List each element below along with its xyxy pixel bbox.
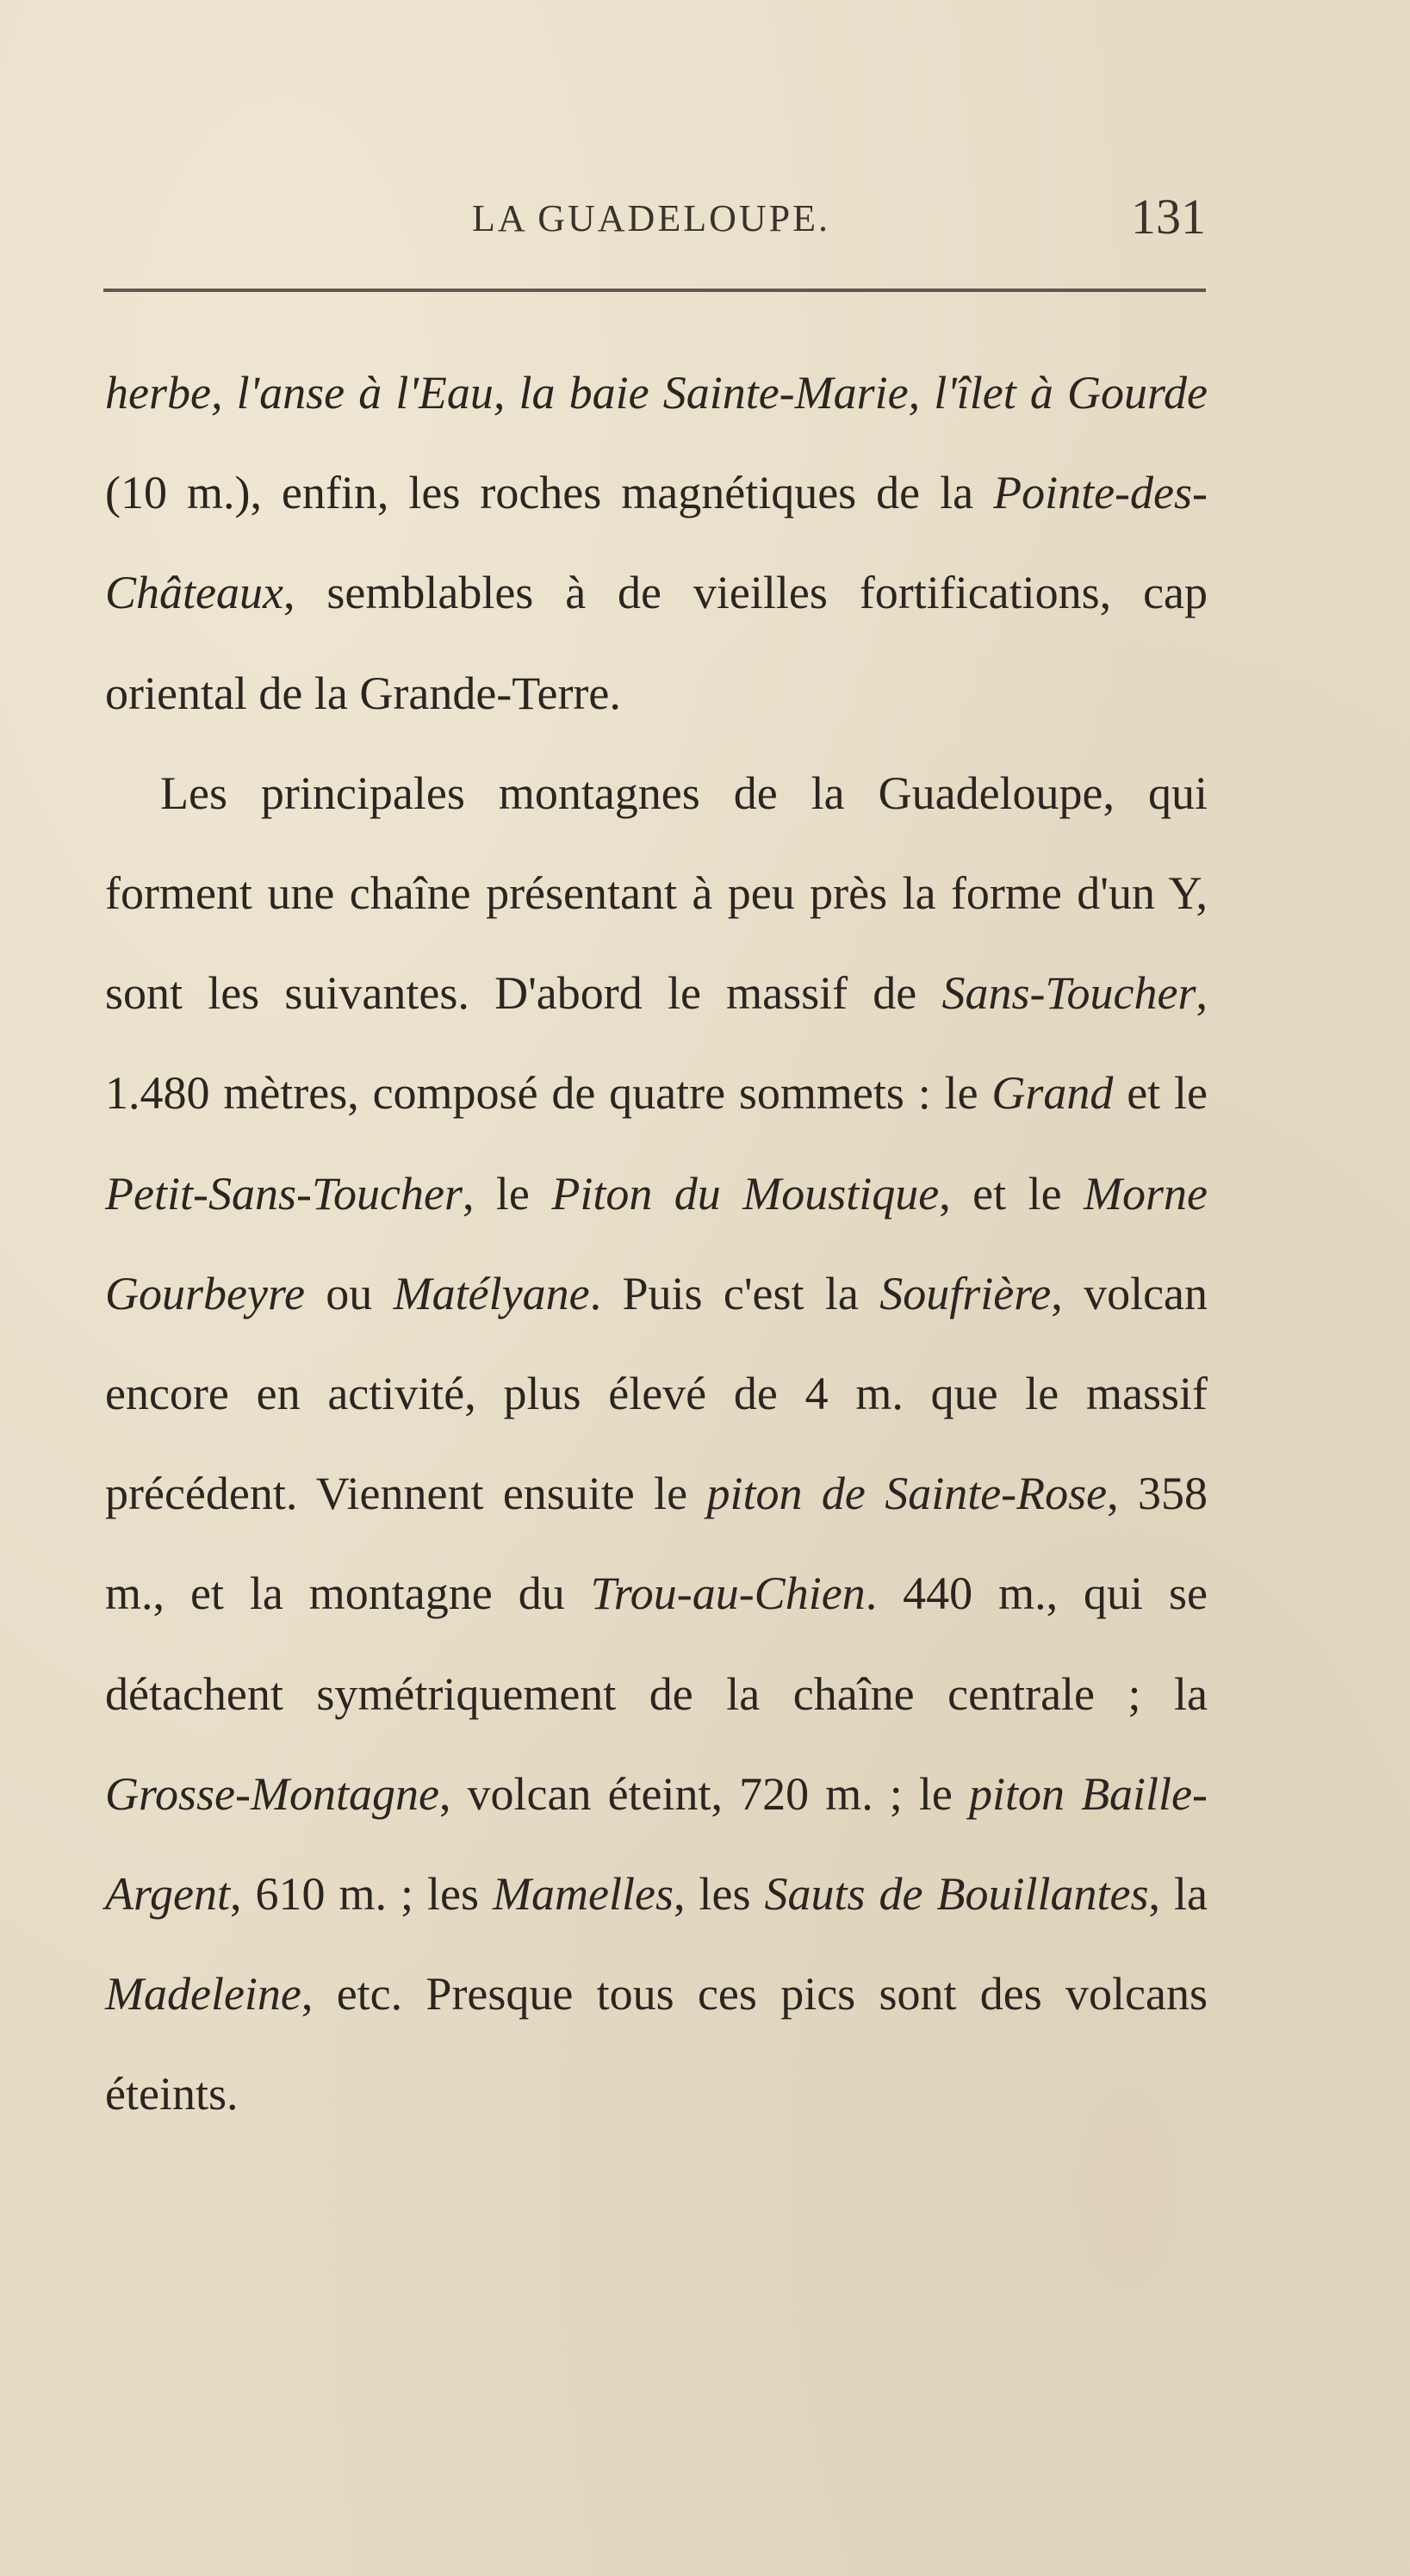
text-segment: Les principales montagnes de la Guadeloupe, qui forment une chaîne présentant à peu près la forme d'un Y, sont les suivantes. D'abord le massif de (105, 767, 1208, 1020)
text-segment: , 610 m. ; les (229, 1868, 494, 1921)
text-segment: , semblables à de vieilles fortifications, cap oriental de la Grande-Terre. (105, 567, 1208, 719)
paragraph-continued (105, 343, 1208, 743)
text-segment: , la (1148, 1868, 1208, 1921)
text-segment: , le (462, 1167, 552, 1220)
text-segment: Morne Gourbeyre (105, 1167, 1208, 1319)
text-segment: et le (1113, 1067, 1208, 1120)
page-number: 131 (1131, 189, 1206, 245)
text-segment: Madeleine (105, 1968, 301, 2020)
text-segment: ou (304, 1267, 394, 1319)
running-head (103, 188, 1206, 248)
text-segment: herbe, l'anse à l'Eau, la baie Sainte-Marie, l'îlet à Gourde (105, 367, 1208, 419)
text-segment: Grosse-Montagne (105, 1767, 439, 1820)
text-segment: , les (673, 1868, 765, 1921)
text-segment: (10 m.), enfin, les roches magnétiques de la (105, 467, 994, 519)
text-segment: Soufrière (879, 1267, 1052, 1319)
text-segment: , 358 m., et la montagne du (105, 1468, 1208, 1620)
text-segment: . 440 m., qui se détachent symétriquement de la chaîne centrale ; la (105, 1567, 1208, 1720)
header-rule (103, 289, 1206, 292)
text-segment: Matélyane (393, 1267, 590, 1319)
body-text (105, 343, 1208, 2145)
text-segment: . Puis c'est la (589, 1267, 880, 1319)
text-segment: piton Baille-Argent (105, 1767, 1208, 1921)
text-segment: , et le (939, 1167, 1084, 1220)
text-segment: Trou-au-Chien (590, 1567, 866, 1620)
text-segment: , volcan éteint, 720 m. ; le (438, 1767, 969, 1820)
text-segment: piton de Sainte-Rose (706, 1468, 1108, 1520)
text-segment: Grand (991, 1067, 1114, 1120)
running-title: LA GUADELOUPE. (472, 197, 830, 239)
text-segment: Mamelles (493, 1868, 674, 1921)
text-segment: Piton du Moustique (551, 1167, 940, 1220)
text-segment: , volcan encore en activité, plus élevé de 4 m. que le massif précédent. Viennent ensuite le (105, 1267, 1208, 1520)
text-segment: Pointe-des-Châteaux (105, 467, 1208, 619)
text-segment: , 1.480 mètres, composé de quatre sommets : le (105, 967, 1208, 1120)
paragraph-mountains (105, 743, 1208, 2145)
text-segment: Sauts de Bouillantes (764, 1868, 1149, 1921)
text-segment: , etc. Presque tous ces pics sont des volcans éteints. (105, 1968, 1208, 2120)
text-segment: Sans-Toucher (941, 967, 1196, 1020)
text-segment: Petit-Sans-Toucher (105, 1167, 463, 1220)
